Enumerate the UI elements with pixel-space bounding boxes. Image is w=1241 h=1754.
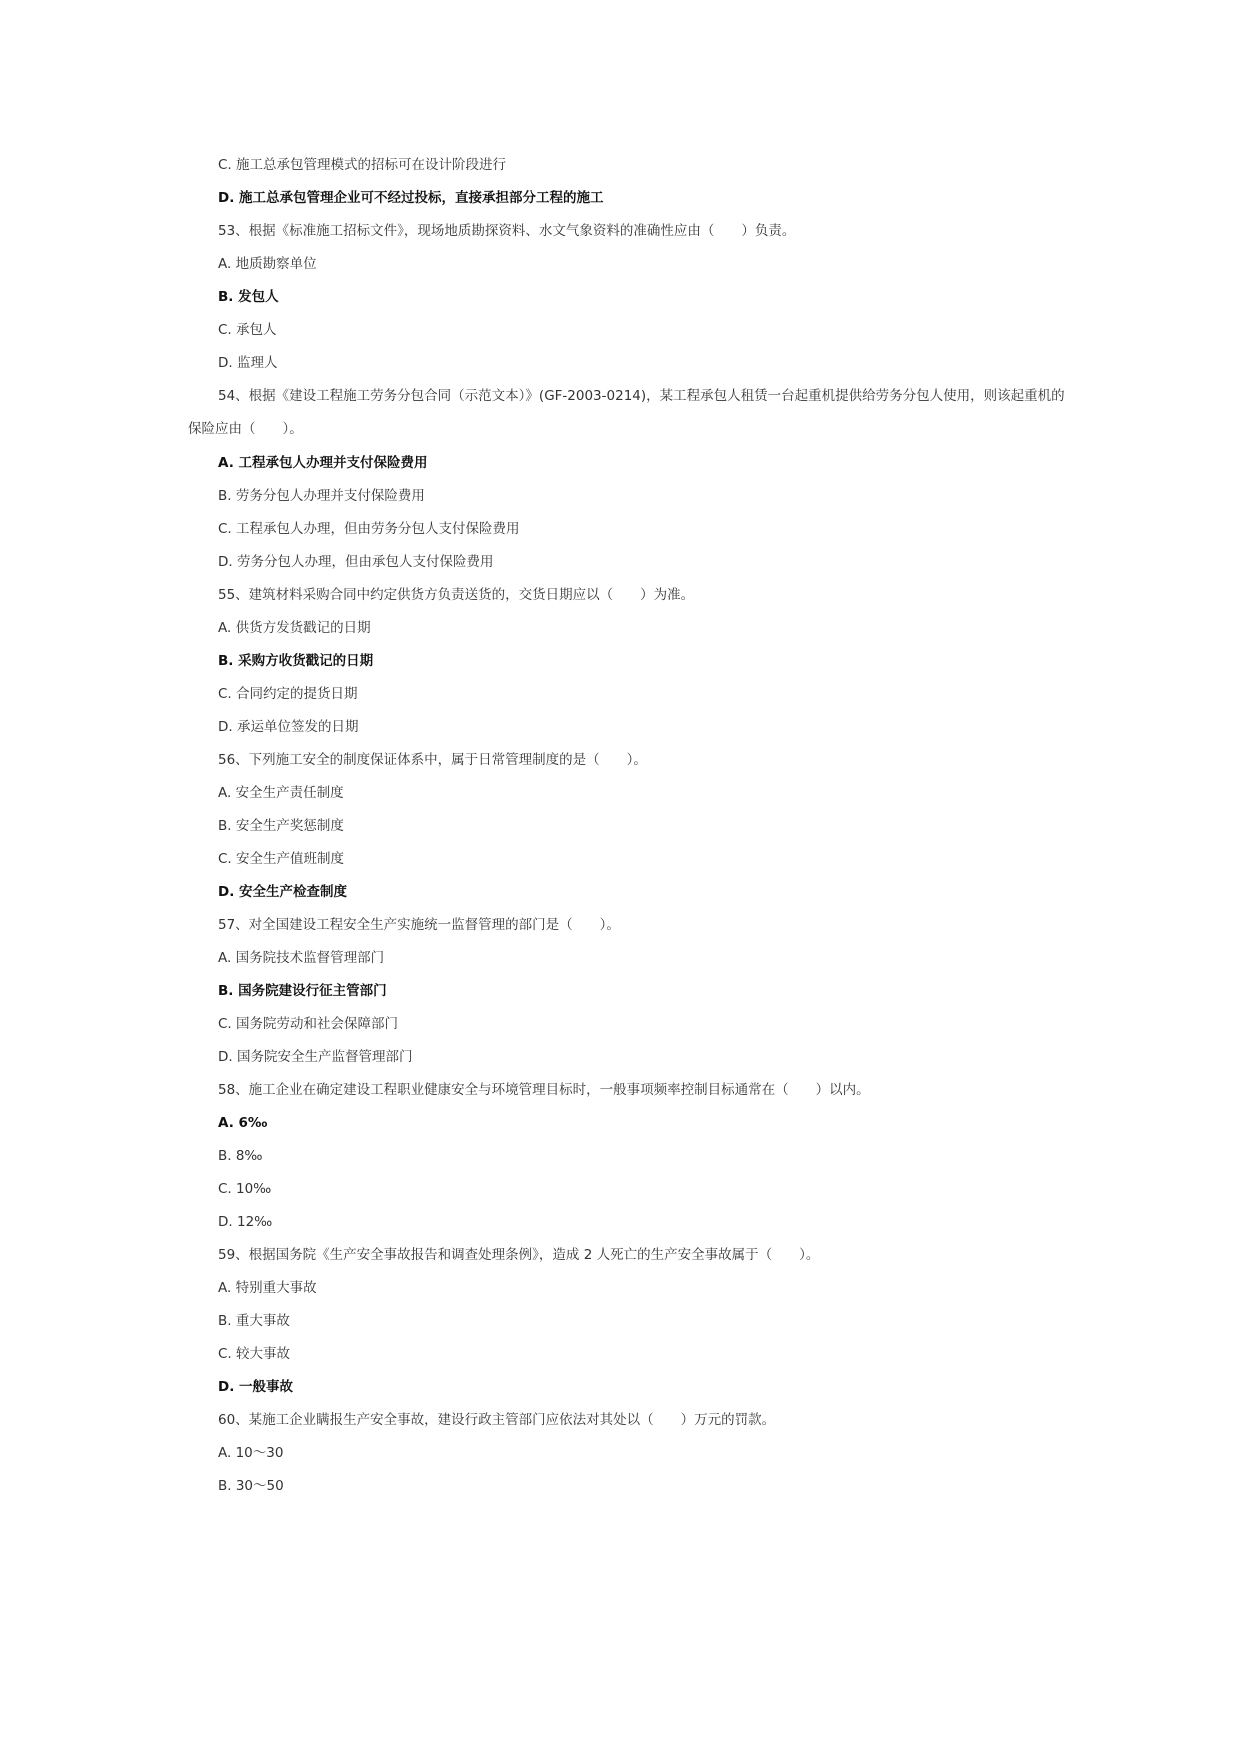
- question-57-stem: 57、对全国建设工程安全生产实施统一监督管理的部门是（ ）。: [218, 917, 620, 933]
- option-line: C. 合同约定的提货日期: [218, 686, 358, 702]
- option-line: A. 供货方发货戳记的日期: [218, 620, 371, 636]
- option-line: D. 12‰: [218, 1214, 273, 1230]
- option-line: B. 8‰: [218, 1148, 263, 1164]
- option-line: B. 重大事故: [218, 1313, 290, 1329]
- answer-option-line: D. 安全生产检查制度: [218, 884, 348, 900]
- option-line: D. 监理人: [218, 355, 278, 371]
- option-line: D. 国务院安全生产监督管理部门: [218, 1049, 413, 1065]
- option-line: C. 承包人: [218, 322, 277, 338]
- question-53-stem: 53、根据《标准施工招标文件》，现场地质勘探资料、水文气象资料的准确性应由（ ）负责。: [218, 223, 796, 239]
- question-list: [188, 155, 1068, 1509]
- option-line: C. 工程承包人办理，但由劳务分包人支付保险费用: [218, 521, 520, 537]
- option-line: B. 劳务分包人办理并支付保险费用: [218, 488, 425, 504]
- answer-option-line: B. 发包人: [218, 289, 279, 305]
- option-line: C. 10‰: [218, 1181, 272, 1197]
- option-line: A. 安全生产责任制度: [218, 785, 344, 801]
- answer-option-line: A. 工程承包人办理并支付保险费用: [218, 455, 428, 471]
- answer-option-line: D. 施工总承包管理企业可不经过投标，直接承担部分工程的施工: [218, 190, 604, 206]
- option-line: D. 劳务分包人办理，但由承包人支付保险费用: [218, 554, 494, 570]
- option-line: A. 地质勘察单位: [218, 256, 317, 272]
- question-54-stem: 54、根据《建设工程施工劳务分包合同（示范文本）》(GF-2003-0214)，某工程承包人租赁一台起重机提供给劳务分包人使用，则该起重机的保险应由（ ）。: [188, 388, 1065, 437]
- option-line: A. 特别重大事故: [218, 1280, 317, 1296]
- option-line: A. 10～30: [218, 1445, 284, 1461]
- answer-option-line: B. 国务院建设行征主管部门: [218, 983, 387, 999]
- option-line: C. 施工总承包管理模式的招标可在设计阶段进行: [218, 157, 507, 173]
- option-line: C. 安全生产值班制度: [218, 851, 345, 867]
- option-line: B. 安全生产奖惩制度: [218, 818, 344, 834]
- answer-option-line: D. 一般事故: [218, 1379, 294, 1395]
- option-line: C. 较大事故: [218, 1346, 291, 1362]
- question-58-stem: 58、施工企业在确定建设工程职业健康安全与环境管理目标时，一般事项频率控制目标通常在（ ）以内。: [218, 1082, 870, 1098]
- answer-option-line: A. 6‰: [218, 1115, 268, 1131]
- question-59-stem: 59、根据国务院《生产安全事故报告和调查处理条例》，造成 2 人死亡的生产安全事故属于（ ）。: [218, 1247, 820, 1263]
- option-line: A. 国务院技术监督管理部门: [218, 950, 385, 966]
- answer-option-line: B. 采购方收货戳记的日期: [218, 653, 374, 669]
- question-55-stem: 55、建筑材料采购合同中约定供货方负责送货的，交货日期应以（ ）为准。: [218, 587, 695, 603]
- question-60-stem: 60、某施工企业瞒报生产安全事故，建设行政主管部门应依法对其处以（ ）万元的罚款。: [218, 1412, 776, 1428]
- option-line: B. 30～50: [218, 1478, 284, 1494]
- option-line: D. 承运单位签发的日期: [218, 719, 359, 735]
- option-line: C. 国务院劳动和社会保障部门: [218, 1016, 399, 1032]
- question-56-stem: 56、下列施工安全的制度保证体系中，属于日常管理制度的是（ ）。: [218, 752, 647, 768]
